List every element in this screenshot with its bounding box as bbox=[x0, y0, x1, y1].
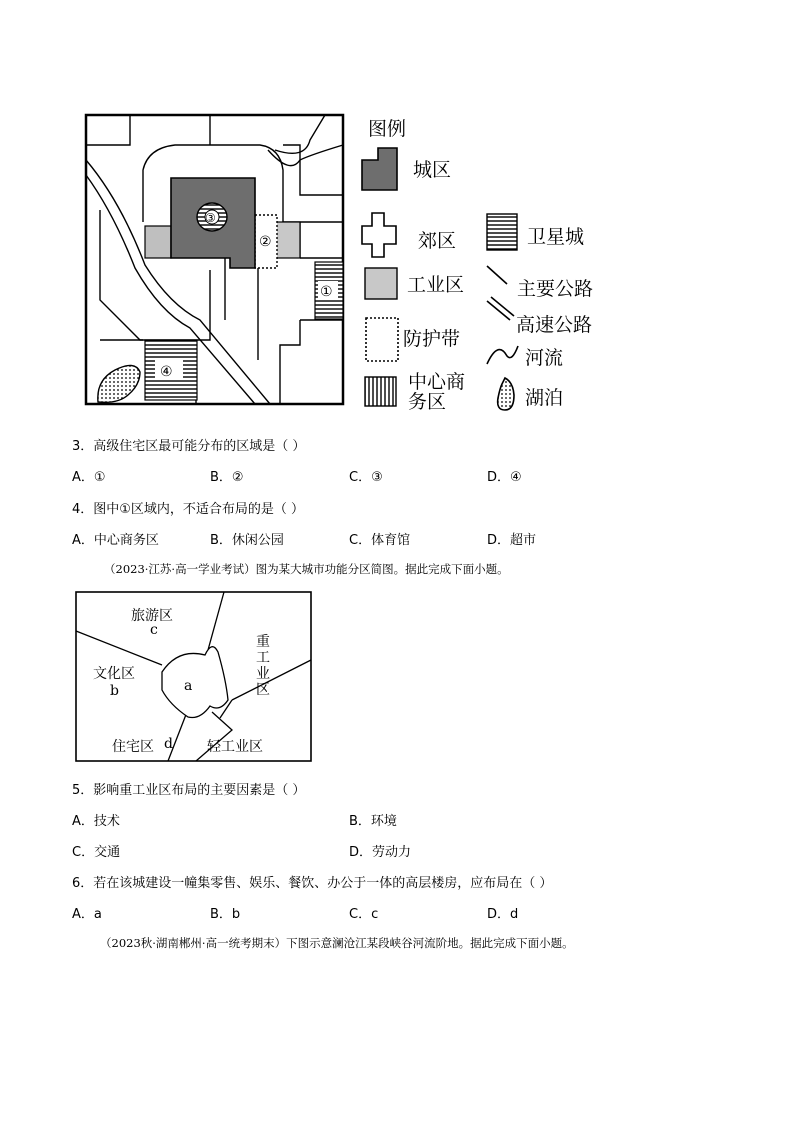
industrial-zone-right bbox=[276, 222, 300, 258]
legend-satellite-symbol bbox=[487, 214, 517, 250]
q3-option-c: C．③ bbox=[349, 470, 383, 485]
q3-option-a: A．① bbox=[72, 470, 106, 485]
legend-title: 图例 bbox=[368, 118, 407, 140]
source-note-1: （2023·江苏·高一学业考试）图为某大城市功能分区简图。据此完成下面小题。 bbox=[104, 562, 509, 576]
legend-cbd-label bbox=[408, 372, 465, 412]
zone-tourism: 旅游区 bbox=[131, 608, 173, 624]
legend-main-road-symbol bbox=[487, 266, 507, 284]
zone-heavy-char-3: 业 bbox=[256, 666, 270, 682]
zone-heavy-char-4: 区 bbox=[256, 682, 270, 698]
zone-heavy-char-2: 工 bbox=[256, 650, 270, 666]
legend-industrial-label: 工业区 bbox=[407, 274, 465, 296]
q5-option-c: C．交通 bbox=[72, 845, 121, 860]
label-1: ① bbox=[320, 284, 333, 300]
legend-buffer-label: 防护带 bbox=[403, 328, 461, 350]
q6-option-b: B．b bbox=[210, 907, 241, 922]
label-3: ③ bbox=[205, 211, 216, 225]
q3-option-d: D．④ bbox=[487, 470, 522, 485]
zone-light-industry: 轻工业区 bbox=[207, 739, 263, 755]
q4-option-d: D．超市 bbox=[487, 533, 537, 548]
q6-option-d: D．d bbox=[487, 907, 519, 922]
zone-b-label: b bbox=[110, 683, 119, 699]
q6-option-c: C．c bbox=[349, 907, 379, 922]
q6-option-a: A．a bbox=[72, 907, 102, 922]
legend-city-symbol bbox=[362, 148, 397, 190]
zone-residential: 住宅区 bbox=[112, 739, 154, 755]
q4-option-a: A．中心商务区 bbox=[72, 533, 159, 548]
legend-river-label: 河流 bbox=[525, 347, 564, 369]
zone-heavy-char-1: 重 bbox=[256, 634, 270, 650]
q3-option-b: B．② bbox=[210, 470, 244, 485]
q5-option-a: A．技术 bbox=[72, 814, 120, 829]
city-map-1 bbox=[0, 0, 794, 420]
q4-stem: 4．图中①区域内，不适合布局的是（ ） bbox=[72, 502, 305, 517]
q3-stem: 3．高级住宅区最可能分布的区域是（ ） bbox=[72, 439, 306, 454]
label-4: ④ bbox=[160, 364, 173, 380]
q4-option-c: C．体育馆 bbox=[349, 533, 411, 548]
legend-suburb-symbol bbox=[362, 213, 396, 257]
legend-main-road-label: 主要公路 bbox=[517, 278, 594, 300]
legend-cbd-line2: 务区 bbox=[408, 391, 447, 413]
industrial-zone-left bbox=[145, 226, 171, 258]
legend-lake-symbol bbox=[498, 378, 514, 410]
source-note-2: （2023秋·湖南郴州·高一统考期末）下图示意澜沧江某段峡谷河流阶地。据此完成下面小题。 bbox=[100, 936, 574, 950]
legend-suburb-label: 郊区 bbox=[418, 230, 457, 252]
zone-culture: 文化区 bbox=[93, 666, 135, 682]
zone-d-label: d bbox=[164, 736, 173, 752]
legend-cbd-line1: 中心商 bbox=[408, 371, 466, 393]
zone-c-label: c bbox=[150, 622, 158, 638]
legend-buffer-symbol bbox=[366, 318, 398, 361]
q4-option-b: B．休闲公园 bbox=[210, 533, 284, 548]
q6-stem: 6．若在该城建设一幢集零售、娱乐、餐饮、办公于一体的高层楼房，应布局在（ ） bbox=[72, 876, 553, 891]
q5-option-b: B．环境 bbox=[349, 814, 397, 829]
zone-a-label: a bbox=[184, 678, 193, 694]
zone-heavy-industry bbox=[256, 634, 270, 698]
legend-lake-label: 湖泊 bbox=[525, 387, 564, 409]
legend-expressway-label: 高速公路 bbox=[516, 314, 593, 336]
legend-river-symbol bbox=[487, 346, 518, 364]
legend-city-label: 城区 bbox=[413, 159, 452, 181]
legend-cbd-symbol bbox=[365, 377, 396, 406]
label-2: ② bbox=[259, 234, 272, 250]
legend-satellite-label: 卫星城 bbox=[527, 226, 585, 248]
legend-industrial-symbol bbox=[365, 268, 397, 299]
q5-option-d: D．劳动力 bbox=[349, 845, 412, 860]
q5-stem: 5．影响重工业区布局的主要因素是（ ） bbox=[72, 783, 306, 798]
